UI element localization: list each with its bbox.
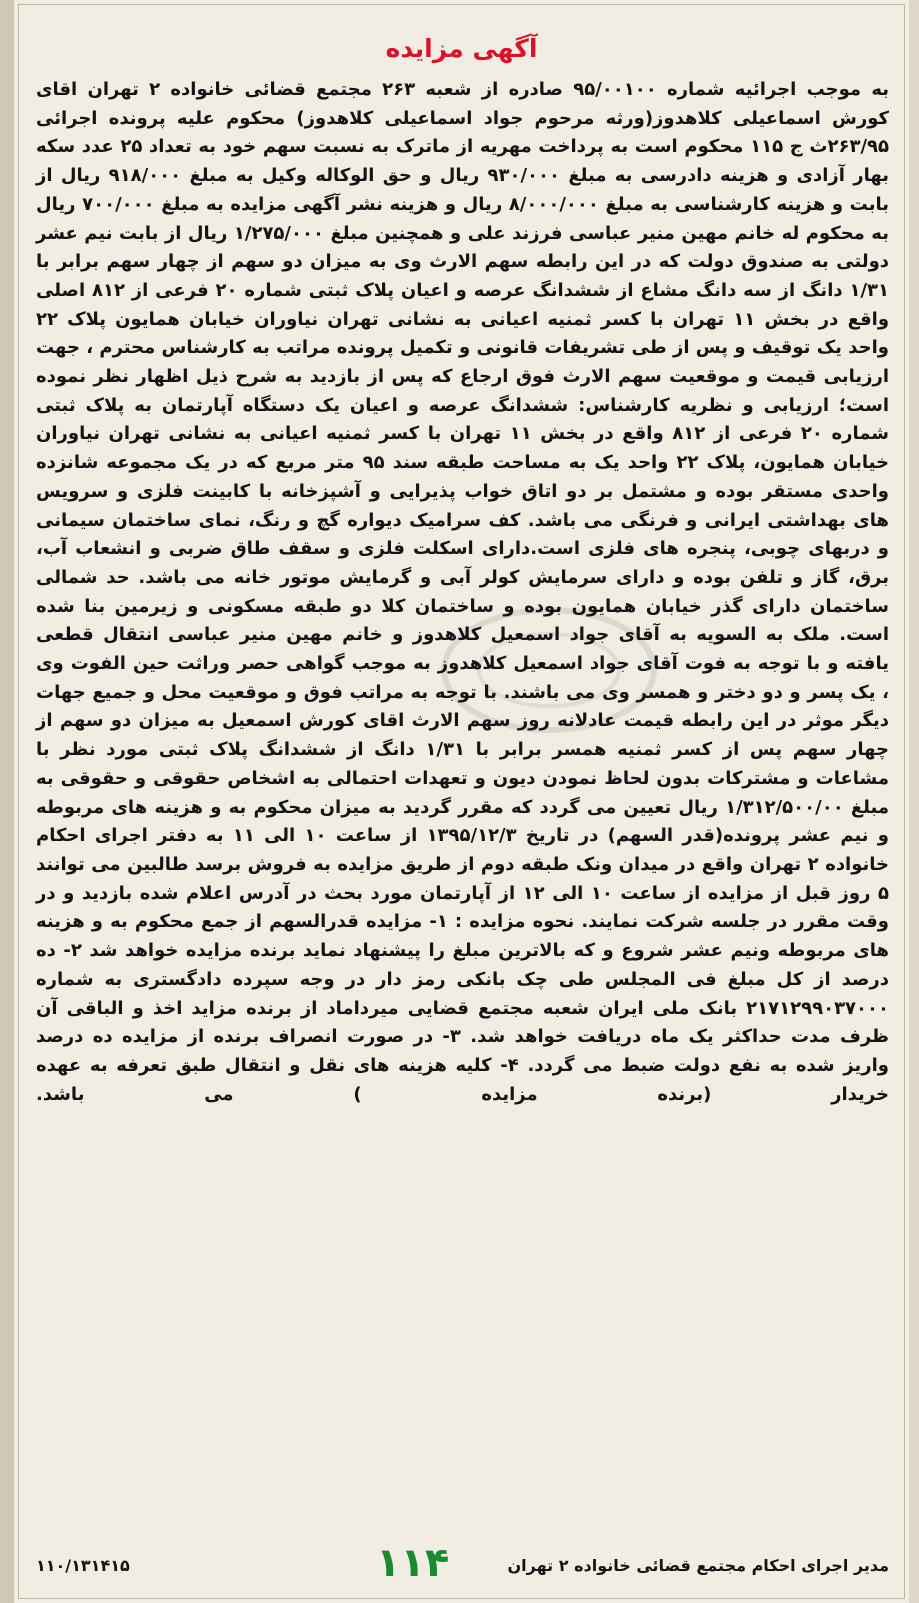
page-stamp: ۱۱۴: [376, 1540, 450, 1586]
notice-body: [36, 76, 889, 1109]
notice-body-text: به موجب اجرائیه شماره ۹۵/۰۰۱۰۰ صادره از شعبه ۲۶۳ مجتمع قضائی خانواده ۲ تهران اقای کورش اسماعیلی کلاهدوز(ورثه مرحوم جواد اسماعیلی کلاهدوز) محکوم علیه پرونده اجرائی ۲۶۳/۹۵ث ج ۱۱۵ محکوم است به پرداخت مهریه از ماترک به نسبت سهم خود به تعداد ۲۵ عدد سکه بهار آزادی و هزینه دادرسی به مبلغ ۹۳۰/۰۰۰ ریال و حق الوکاله وکیل به مبلغ ۹۱۸/۰۰۰ ریال از بابت و هزینه کارشناسی به مبلغ ۸/۰۰۰/۰۰۰ ریال و هزینه نشر آگهی مزایده به مبلغ ۷۰۰/۰۰۰ ریال به محکوم له خانم مهین منیر عباسی فرزند علی و همچنین مبلغ ۱/۲۷۵/۰۰۰ ریال از بابت نیم عشر دولتی به صندوق دولت که در این رابطه سهم الارث وی به میزان دو سهم از چهار سهم برابر با ۱/۳۱ دانگ از سه دانگ مشاع از ششدانگ عرصه و اعیان پلاک ثبتی شماره ۲۰ فرعی از ۸۱۲ اصلی واقع در بخش ۱۱ تهران با کسر ثمنیه اعیانی به نشانی تهران نیاوران خیابان همایون پلاک ۲۲ واحد یک توقیف و پس از طی تشریفات قانونی و تکمیل پرونده مراتب به کارشناس محترم ، جهت ارزیابی قیمت و موقعیت سهم الارث فوق ارجاع که پس از بازدید به شرح ذیل اظهار نظر نموده است؛ ارزیابی و نظریه کارشناس: ششدانگ عرصه و اعیان یک دستگاه آپارتمان به پلاک ثبتی شماره ۲۰ فرعی از ۸۱۲ واقع در بخش ۱۱ تهران با کسر ثمنیه اعیانی به نشانی تهران نیاوران خیابان همایون، پلاک ۲۲ واحد یک به مساحت طبقه سند ۹۵ متر مربع که در یک مجموعه شانزده واحدی مستقر بوده و مشتمل بر دو اتاق خواب پذیرایی و آشپزخانه با کابینت فلزی و سرویس های بهداشتی ایرانی و فرنگی می باشد. کف سرامیک دیواره گچ و رنگ، نمای ساختمان سیمانی و دربهای چوبی، پنجره های فلزی است.دارای اسکلت فلزی و سقف طاق ضربی و انشعاب آب، برق، گاز و تلفن بوده و دارای سرمایش کولر آبی و گرمایش موتور خانه می باشد. حد شمالی ساختمان دارای گذر خیابان همایون بوده و ساختمان کلا دو طبقه مسکونی و زیرمین بنا شده است. ملک به السویه به آقای جواد اسمعیل کلاهدوز و خانم مهین منیر عباسی انتقال قطعی یافته و با توجه به فوت آقای جواد اسمعیل کلاهدوز به موجب گواهی حصر وراثت حین الفوت وی ، یک پسر و دو دختر و همسر وی می باشند. با توجه به مراتب فوق و موقعیت محل و جمیع جهات دیگر موثر در این رابطه قیمت عادلانه روز سهم الارث اقای کورش اسمعیل به میزان دو سهم از چهار سهم پس از کسر ثمنیه همسر برابر با ۱/۳۱ دانگ از ششدانگ پلاک ثبتی مورد نظر با مشاعات و مشترکات بدون لحاظ نمودن دیون و تعهدات احتمالی به اشخاص حقوقی و حقوقی به مبلغ ۱/۳۱۲/۵۰۰/۰۰ ریال تعیین می گردد که مقرر گردید به میزان محکوم به و هزینه های مربوطه و نیم عشر پرونده(قدر السهم) در تاریخ ۱۳۹۵/۱۲/۳ از ساعت ۱۰ الی ۱۱ به دفتر اجرای احکام خانواده ۲ تهران واقع در میدان ونک طبقه دوم از طریق مزایده به فروش برسد طالبین می توانند ۵ روز قبل از مزایده از ساعت ۱۰ الی ۱۲ از آپارتمان مورد بحث در آدرس اعلام شده بازدید و در وقت مقرر در جلسه شرکت نمایند. نحوه مزایده : ۱- مزایده قدرالسهم از جمع محکوم به و هزینه های مربوطه ونیم عشر شروع و که بالاترین مبلغ را پیشنهاد نماید برنده مزایده خواهد شد ۲- ده درصد از کل مبلغ فی المجلس طی چک بانکی رمز دار در وجه سپرده دادگستری به شماره ۲۱۷۱۲۹۹۰۳۷۰۰۰ بانک ملی ایران شعبه مجتمع قضایی میرداماد از برنده مزاید اخذ و الباقی آن ظرف مدت حداکثر یک ماه دریافت خواهد شد. ۳- در صورت انصراف برنده از مزایده ده درصد واریز شده به نفع دولت ضبط می گردد. ۴- کلیه هزینه های نقل و انتقال طبق تعرفه به عهده خریدار (برنده مزایده ) می باشد.: [36, 79, 890, 1105]
notice-footer: [36, 1540, 889, 1586]
notice-title: آگهی مزایده: [385, 34, 538, 63]
reference-number: ۱۱۰/۱۳۱۴۱۵: [36, 1556, 130, 1575]
signature-line: مدیر اجرای احکام مجتمع قضائی خانواده ۲ تهران: [507, 1556, 889, 1575]
